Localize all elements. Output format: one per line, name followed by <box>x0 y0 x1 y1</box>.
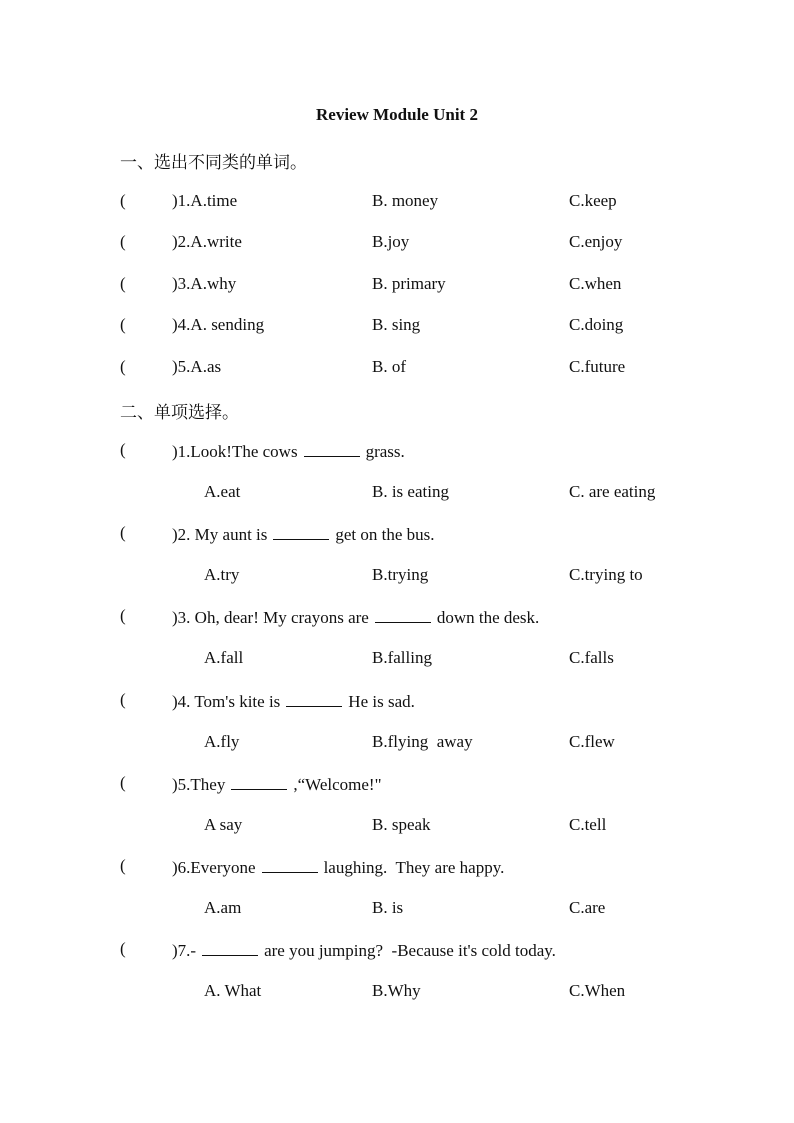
question-option-c: C.enjoy <box>569 232 623 251</box>
question-tail: grass. <box>365 442 405 461</box>
option-c: C.flew <box>569 732 615 751</box>
section2-options-row <box>0 981 794 1005</box>
section2-options-row <box>0 898 794 922</box>
question-option-b: B. money <box>372 191 439 210</box>
question-tail: laughing. They are happy. <box>323 858 505 877</box>
question-tail: get on the bus. <box>335 525 435 544</box>
option-a: A.eat <box>204 482 241 501</box>
section1-question-row <box>0 274 794 298</box>
question-text <box>172 523 435 545</box>
answer-blank[interactable] <box>202 939 258 956</box>
question-option-c: C.doing <box>569 315 624 334</box>
question-text <box>172 690 415 712</box>
section2-options-row <box>0 648 794 672</box>
answer-paren[interactable]: ( <box>120 357 126 376</box>
answer-paren[interactable]: ( <box>120 440 126 459</box>
section2-question-row <box>0 606 794 630</box>
question-option-c: C.future <box>569 357 626 376</box>
section2-question-row <box>0 690 794 714</box>
option-b: B. is eating <box>372 482 449 501</box>
question-stem: )2. My aunt is <box>172 525 268 544</box>
question-option-b: B.joy <box>372 232 410 251</box>
question-stem: )7.- <box>172 941 197 960</box>
option-a: A.fly <box>204 732 240 751</box>
answer-paren[interactable]: ( <box>120 690 126 709</box>
question-option-b: B. sing <box>372 315 421 334</box>
option-c: C. are eating <box>569 482 656 501</box>
section2-options-row <box>0 732 794 756</box>
question-stem: )3. Oh, dear! My crayons are <box>172 608 369 627</box>
section2-options-row <box>0 482 794 506</box>
option-a: A say <box>204 815 243 834</box>
answer-paren[interactable]: ( <box>120 856 126 875</box>
question-option-a: )5.A.as <box>172 357 222 376</box>
section1-heading: 一、选出不同类的单词。 <box>120 153 307 173</box>
page-title: Review Module Unit 2 <box>316 105 478 124</box>
option-b: B. is <box>372 898 404 917</box>
question-option-a: )3.A.why <box>172 274 237 293</box>
option-b: B.Why <box>372 981 421 1000</box>
question-tail: are you jumping? -Because it's cold today. <box>264 941 556 960</box>
answer-blank[interactable] <box>304 440 360 457</box>
option-b: B.flying away <box>372 732 473 751</box>
question-text <box>172 606 539 628</box>
option-c: C.are <box>569 898 606 917</box>
question-stem: )1.Look!The cows <box>172 442 298 461</box>
answer-blank[interactable] <box>286 690 342 707</box>
question-option-a: )4.A. sending <box>172 315 265 334</box>
section1-question-row <box>0 232 794 256</box>
answer-paren[interactable]: ( <box>120 939 126 958</box>
option-a: A.try <box>204 565 240 584</box>
answer-paren[interactable]: ( <box>120 191 126 210</box>
question-text <box>172 440 405 462</box>
option-b: B.trying <box>372 565 429 584</box>
answer-paren[interactable]: ( <box>120 274 126 293</box>
section2-options-row <box>0 815 794 839</box>
option-c: C.tell <box>569 815 607 834</box>
question-option-c: C.when <box>569 274 622 293</box>
answer-blank[interactable] <box>375 606 431 623</box>
answer-blank[interactable] <box>273 523 329 540</box>
option-a: A.fall <box>204 648 244 667</box>
question-option-b: B. primary <box>372 274 446 293</box>
section2-question-row <box>0 856 794 880</box>
question-option-a: )2.A.write <box>172 232 242 251</box>
question-option-b: B. of <box>372 357 406 376</box>
question-tail: ,“Welcome!" <box>293 775 382 794</box>
option-b: B. speak <box>372 815 431 834</box>
section1-question-row <box>0 191 794 215</box>
question-tail: down the desk. <box>436 608 540 627</box>
answer-paren[interactable]: ( <box>120 232 126 251</box>
section2-options-row <box>0 565 794 589</box>
question-option-a: )1.A.time <box>172 191 238 210</box>
option-c: C.When <box>569 981 626 1000</box>
question-stem: )5.They <box>172 775 226 794</box>
answer-blank[interactable] <box>262 856 318 873</box>
section1-question-row <box>0 357 794 381</box>
section1-question-row <box>0 315 794 339</box>
question-option-c: C.keep <box>569 191 617 210</box>
answer-paren[interactable]: ( <box>120 606 126 625</box>
answer-paren[interactable]: ( <box>120 773 126 792</box>
question-text <box>172 773 382 795</box>
section2-question-row <box>0 440 794 464</box>
answer-blank[interactable] <box>231 773 287 790</box>
section2-question-row <box>0 523 794 547</box>
question-text <box>172 856 504 878</box>
section2-heading: 二、单项选择。 <box>120 403 239 423</box>
option-c: C.falls <box>569 648 614 667</box>
option-a: A. What <box>204 981 262 1000</box>
question-stem: )4. Tom's kite is <box>172 692 281 711</box>
question-stem: )6.Everyone <box>172 858 256 877</box>
section2-question-row <box>0 939 794 963</box>
question-tail: He is sad. <box>348 692 415 711</box>
option-c: C.trying to <box>569 565 643 584</box>
option-b: B.falling <box>372 648 432 667</box>
section2-question-row <box>0 773 794 797</box>
option-a: A.am <box>204 898 242 917</box>
answer-paren[interactable]: ( <box>120 315 126 334</box>
question-text <box>172 939 556 961</box>
answer-paren[interactable]: ( <box>120 523 126 542</box>
